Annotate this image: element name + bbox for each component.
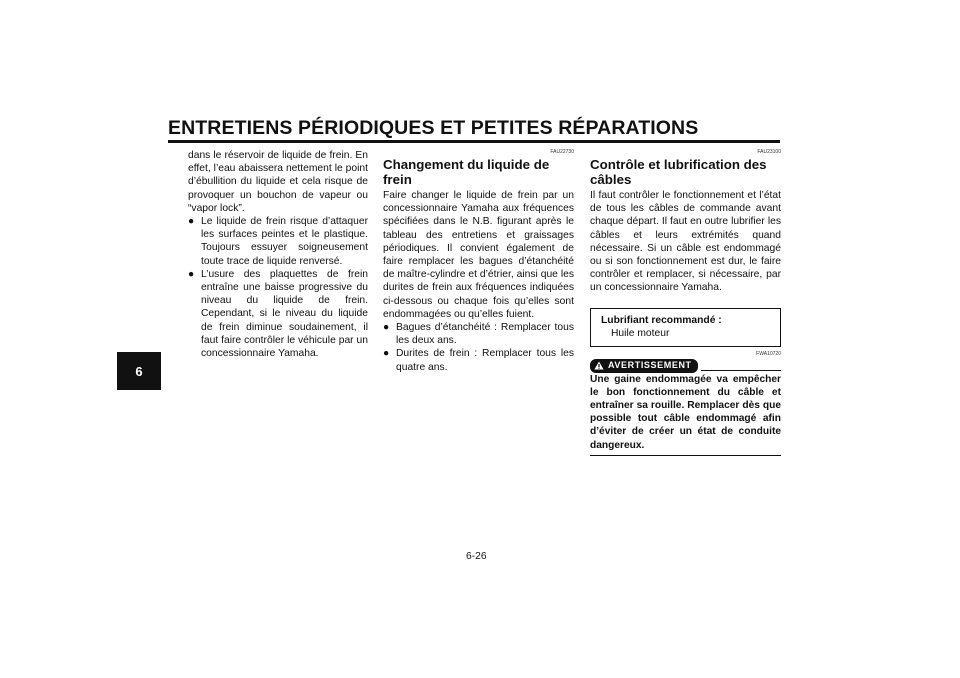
list-item xyxy=(188,215,368,268)
bullet-dot-icon: ● xyxy=(383,348,390,360)
continuation-text: dans le réservoir de liquide de frein. En effet, l’eau abaissera nettement le point d’ébullition du liquide et cela risque de provoquer un bouchon de vapeur ou “vapor lock”. xyxy=(188,150,368,214)
section-code: FAU22730 xyxy=(550,149,574,155)
column-2 xyxy=(383,149,574,374)
list-item-text: Bagues d’étanchéité : Remplacer tous les deux ans. xyxy=(396,322,574,347)
section-body: Il faut contrôler le fonctionnement et l’état de tous les câbles de commande avant chaque départ. Il faut en outre lubrifier les câbles et leurs extrémités quand nécessaire. Si un câble est endommagé ou si son fonctionnement est dur, le faire contrôler et remplacer, si nécessaire, par un concessionnaire Yamaha. xyxy=(590,190,781,294)
list-item xyxy=(383,321,574,347)
section-heading-cables: Contrôle et lubrification des câbles xyxy=(590,157,767,187)
chapter-tab: 6 xyxy=(117,352,161,390)
warning-bottom-rule xyxy=(590,455,781,457)
warning-rule xyxy=(701,370,781,372)
warning-badge xyxy=(590,359,698,373)
section-code: FAU23100 xyxy=(757,149,781,155)
lubricant-label: Lubrifiant recommandé : xyxy=(601,314,722,326)
column-1 xyxy=(188,149,368,360)
bullet-dot-icon: ● xyxy=(383,322,390,334)
column-3 xyxy=(590,149,781,456)
page-title: ENTRETIENS PÉRIODIQUES ET PETITES RÉPARATIONS xyxy=(168,117,699,139)
list-item-text: Le liquide de frein risque d’attaquer les surfaces peintes et le plastique. Toujours essuyer soigneusement toute trace de liquide renversé. xyxy=(201,216,368,267)
warning-label: AVERTISSEMENT xyxy=(608,360,692,371)
page-number: 6-26 xyxy=(466,551,487,562)
section-body: Faire changer le liquide de frein par un concessionnaire Yamaha aux fréquences spécifiées dans le N.B. figurant après le tableau des entretiens et graissages périodiques. Il convient également de faire remplacer les bagues d’étanchéité de maître-cylindre et d’étrier, ainsi que les durites de frein aux fréquences indiquées ci-dessous ou chaque fois qu’elles sont endommagées ou qu’elles fuient. xyxy=(383,190,574,320)
list-item-text: L’usure des plaquettes de frein entraîne une baisse progressive du niveau du liquide de frein. Cependant, si le niveau du liquide de frein diminue soudainement, il faut faire contrôler le véhicule par un concessionnaire Yamaha. xyxy=(201,268,368,360)
warning-text: Une gaine endommagée va empêcher le bon fonctionnement du câble et entraîner sa rouille. Remplacer dès que possible tout câble endommagé afin d’éviter de créer un état de conduite dangereux. xyxy=(590,373,781,451)
warning-triangle-icon xyxy=(594,361,604,370)
lubricant-box xyxy=(590,308,781,347)
list-item xyxy=(188,268,368,360)
warning-header xyxy=(590,359,781,373)
warning-code: FWA10720 xyxy=(756,350,781,357)
bullet-dot-icon: ● xyxy=(188,216,195,228)
lubricant-value: Huile moteur xyxy=(611,327,670,339)
list-item-text: Durites de frein : Remplacer tous les quatre ans. xyxy=(396,348,574,373)
list-item xyxy=(383,347,574,373)
title-rule xyxy=(168,140,780,143)
bullet-dot-icon: ● xyxy=(188,268,195,280)
section-heading-brake-fluid: Changement du liquide de frein xyxy=(383,157,550,187)
